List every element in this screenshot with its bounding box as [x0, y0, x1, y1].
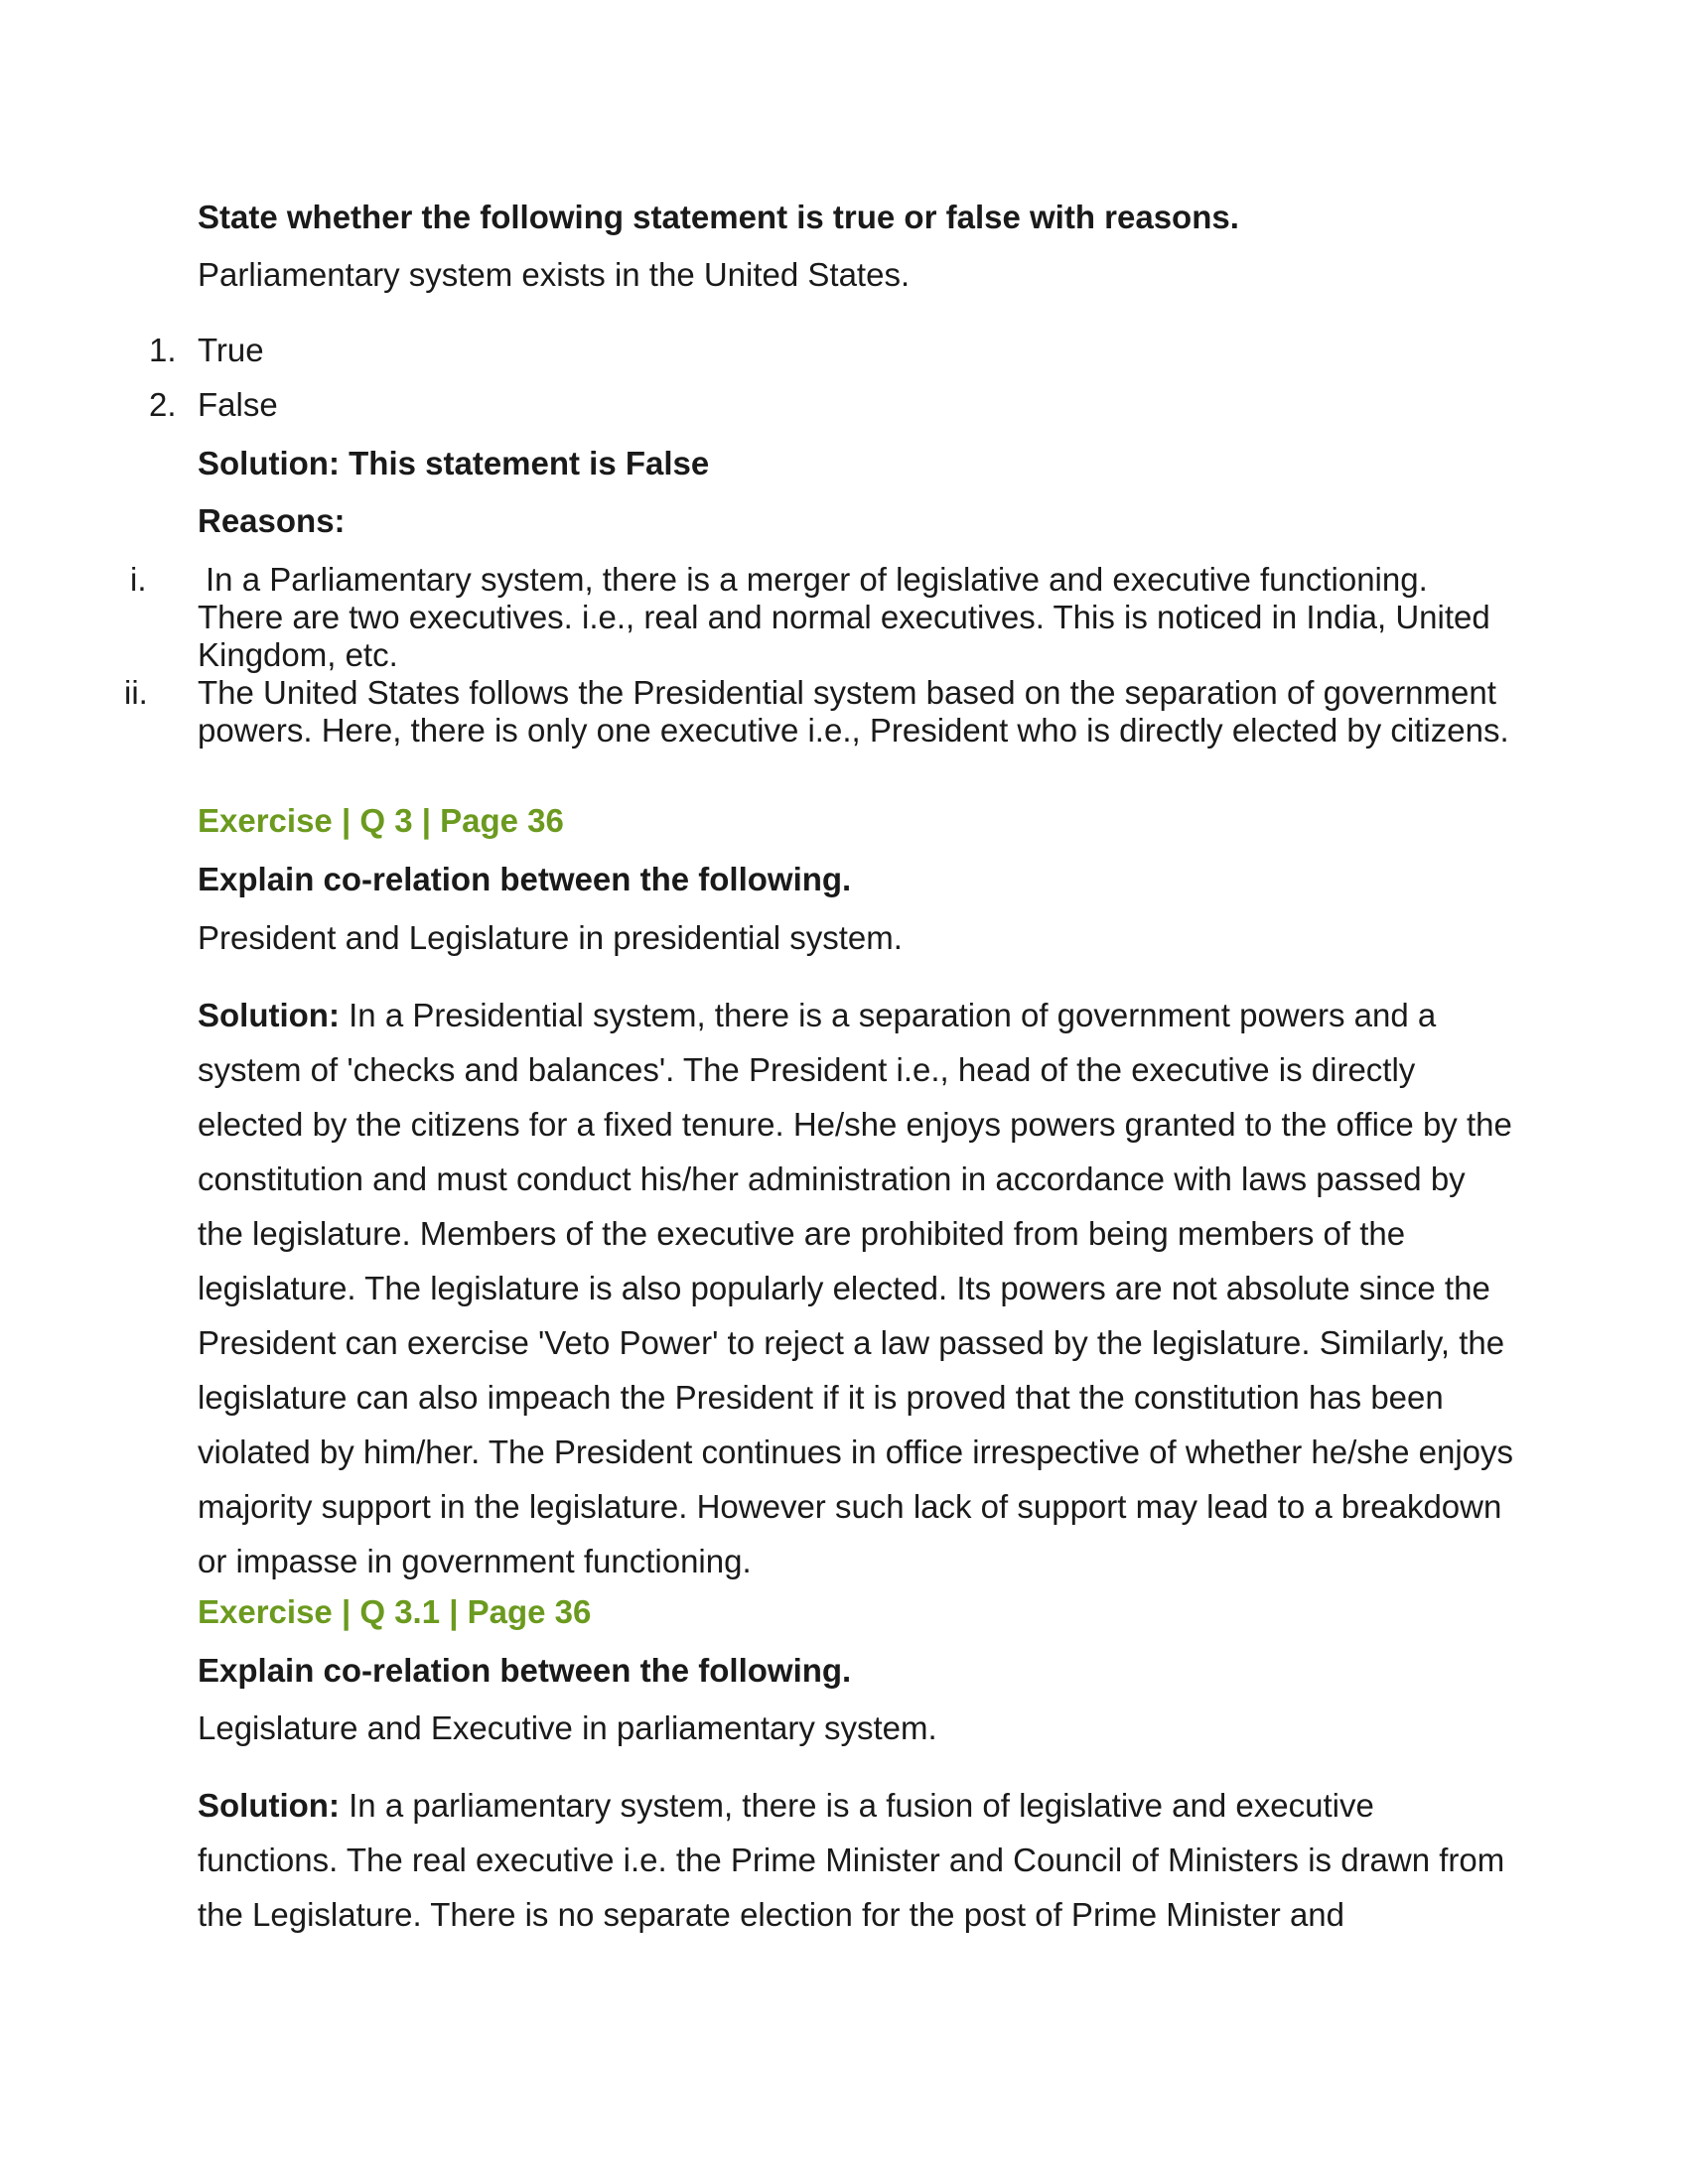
- option-1-number: 1.: [149, 332, 177, 368]
- q3-solution-text: In a Presidential system, there is a separation of government powers and a system of 'checks and balances'. The President i.e., head of the executive is directly elected by the citizens for a fixed tenure. He/she enjoys powers granted to the office by the constitution and must conduct his/her administration in accordance with laws passed by the legislature. Members of the executive are prohibited from being members of the legislature. The legislature is also popularly elected. Its powers are not absolute since the President can exercise 'Veto Power' to reject a law passed by the legislature. Similarly, the legislature can also impeach the President if it is proved that the constitution has been violated by him/her. The President continues in office irrespective of whether he/she enjoys majority support in the legislature. However such lack of support may lead to a breakdown or impasse in government functioning.: [198, 997, 1514, 1579]
- q31-solution-paragraph: [198, 1778, 1518, 1942]
- q2-solution: Solution: This statement is False: [198, 445, 710, 481]
- q3-statement: President and Legislature in presidential system.: [198, 919, 903, 956]
- q31-solution-text: In a parliamentary system, there is a fusion of legislative and executive functions. The real executive i.e. the Prime Minister and Council of Ministers is drawn from the Legislature. There is no separate election for the post of Prime Minister and: [198, 1787, 1505, 1933]
- option-1-label: True: [198, 332, 264, 368]
- reason-2-marker: ii.: [124, 674, 148, 711]
- q31-instruction: Explain co-relation between the following.: [198, 1652, 852, 1689]
- reason-1-marker: i.: [130, 561, 147, 598]
- reasons-heading: Reasons:: [198, 502, 346, 539]
- q2-instruction: State whether the following statement is true or false with reasons.: [198, 199, 1239, 235]
- option-2-label: False: [198, 386, 278, 423]
- q3-solution-paragraph: [198, 988, 1518, 1588]
- q31-statement: Legislature and Executive in parliamentary system.: [198, 1709, 937, 1746]
- reason-2-text: The United States follows the Presidential system based on the separation of government powers. Here, there is only one executive i.e., President who is directly elected by citizens.: [198, 674, 1509, 749]
- q31-exercise-reference: Exercise | Q 3.1 | Page 36: [198, 1593, 592, 1630]
- q31-solution-label: Solution:: [198, 1787, 340, 1824]
- q3-exercise-reference: Exercise | Q 3 | Page 36: [198, 802, 564, 839]
- q3-instruction: Explain co-relation between the following.: [198, 861, 852, 897]
- q3-solution-label: Solution:: [198, 997, 340, 1033]
- option-2-number: 2.: [149, 386, 177, 423]
- q2-statement: Parliamentary system exists in the United States.: [198, 256, 911, 293]
- reason-1-text: In a Parliamentary system, there is a merger of legislative and executive functioning. There are two executives. i.e., real and normal executives. This is noticed in India, United Kingdom, etc.: [198, 561, 1490, 673]
